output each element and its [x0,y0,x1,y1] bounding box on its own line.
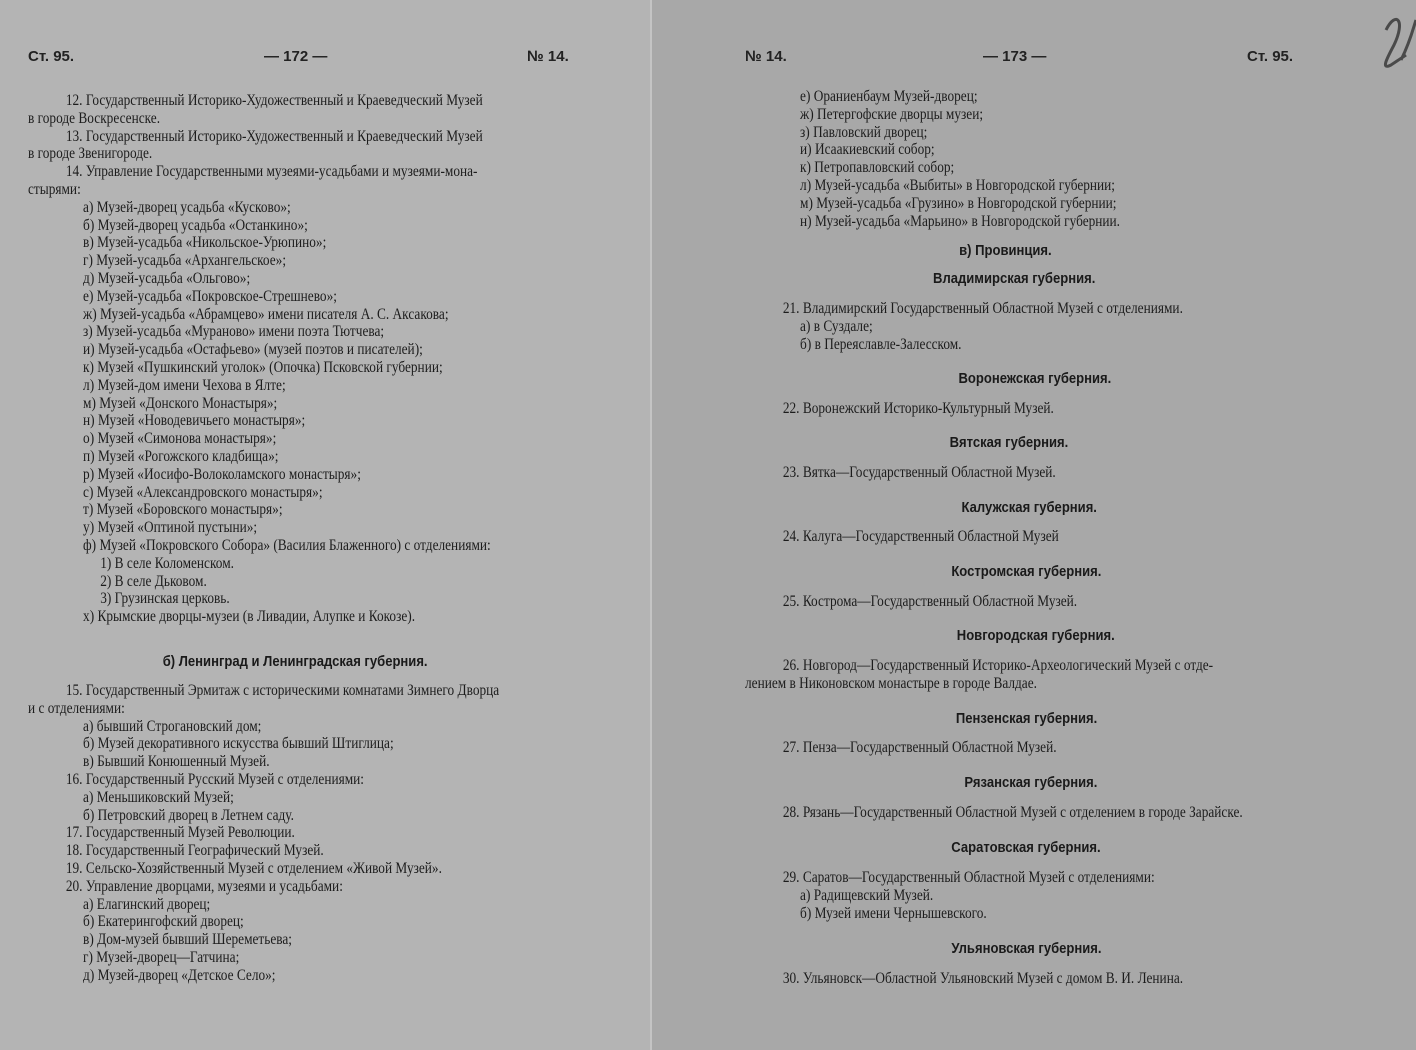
list-item: а) Радищевский Музей. [800,886,934,904]
list-item: г) Музей-дворец—Гатчина; [83,948,240,966]
list-item: р) Музей «Иосифо-Волоколамского монастыря»; [83,465,361,483]
province-entries [745,739,1057,757]
text-line: в городе Воскресенске. [28,109,161,127]
section-heading-province: в) Провинция. [959,243,1052,259]
text-line: 19. Сельско-Хозяйственный Музей с отделением «Живой Музей». [65,859,442,877]
list-item: д) Музей-усадьба «Ольгово»; [83,269,251,287]
list-item: б) Музей имени Чернышевского. [800,904,987,922]
list-item: в) Дом-музей бывший Шереметьева; [83,931,292,949]
list-item: б) Музей-дворец усадьба «Останкино»; [83,216,308,234]
text-line: 29. Саратов—Государственный Областной Музей с отделениями: [782,869,1155,886]
list-item: б) Музей декоративного искусства бывший Штиглица; [83,735,394,753]
province-heading: Рязанская губерния. [964,775,1098,791]
text-line: 27. Пенза—Государственный Областной Музей. [782,739,1057,756]
list-item: и) Исаакиевский собор; [800,141,935,159]
list-item: ж) Петергофские дворцы музеи; [800,105,984,123]
province-entries [745,804,1243,822]
list-item: в) Бывший Конюшенный Музей. [83,753,270,771]
list-item: а) Елагинский дворец; [83,895,211,913]
text-line: 24. Калуга—Государственный Областной Музей [782,528,1059,545]
text-line: стырями: [28,180,81,198]
list-item: н) Музей-усадьба «Марьино» в Новгородской губернии. [800,212,1121,230]
province-entries [745,657,1213,693]
text-line: 23. Вятка—Государственный Областной Музей. [782,464,1056,481]
text-line: лением в Никоновском монастыре в городе Валдае. [745,674,1037,692]
province-entries [745,593,1077,611]
sub-list-item: 1) В селе Коломенском. [100,554,234,572]
sub-list-item: 3) Грузинская церковь. [100,590,230,608]
province-heading: Ульяновская губерния. [951,941,1102,957]
list-item: з) Павловский дворец; [800,123,928,141]
text-line: 25. Кострома—Государственный Областной Музей. [782,593,1078,610]
right-header-column: Ст. 95. [1247,48,1294,65]
text-line: в городе Звенигороде. [28,145,153,163]
list-item: в) Музей-усадьба «Никольское-Урюпино»; [83,234,327,252]
text-line: 15. Государственный Эрмитаж с историческими комнатами Зимнего Дворца [65,682,500,699]
list-item: ф) Музей «Покровского Собора» (Василия Блаженного) с отделениями: [83,536,491,554]
province-entries [745,300,1183,353]
sub-list-item: 2) В селе Дьковом. [100,572,207,590]
list-item: е) Ораниенбаум Музей-дворец; [800,88,978,105]
province-entries [745,464,1056,482]
list-item: г) Музей-усадьба «Архангельское»; [83,252,287,270]
section-heading-leningrad: б) Ленинград и Ленинградская губерния. [162,654,428,670]
list-item: у) Музей «Оптиной пустыни»; [83,519,258,537]
left-page [0,0,652,1050]
text-line: 14. Управление Государственными музеями-усадьбами и музеями-мона- [65,163,478,181]
text-line: 16. Государственный Русский Музей с отделениями: [65,770,365,788]
list-item: л) Музей-усадьба «Выбиты» в Новгородской губернии; [800,176,1116,194]
list-item: а) бывший Строгановский дом; [83,717,262,735]
right-header-page-number: — 173 — [983,48,1047,65]
province-entries [745,400,1054,418]
province-entries [745,970,1183,988]
list-item: б) в Переяславле-Залесском. [800,335,962,353]
list-item: п) Музей «Рогожского кладбища»; [83,447,279,465]
list-item: б) Екатерингофский дворец; [83,913,244,931]
list-item: м) Музей-усадьба «Грузино» в Новгородской губернии; [800,194,1117,212]
text-line: и с отделениями: [28,699,125,717]
list-item: л) Музей-дом имени Чехова в Ялте; [83,376,286,394]
list-item: ж) Музей-усадьба «Абрамцево» имени писателя А. С. Аксакова; [83,305,449,323]
left-header-page-number: — 172 — [264,48,328,65]
list-item: к) Петропавловский собор; [800,159,955,177]
text-line: 21. Владимирский Государственный Областной Музей с отделениями. [782,300,1183,317]
list-item: а) Музей-дворец усадьба «Кусково»; [83,198,291,216]
list-item: о) Музей «Симонова монастыря»; [83,430,277,448]
province-heading: Владимирская губерния. [933,271,1096,287]
list-item: д) Музей-дворец «Детское Село»; [83,966,276,984]
province-heading: Пензенская губерния. [955,711,1098,727]
list-item: б) Петровский дворец в Летнем саду. [83,806,294,824]
left-text-block-1 [28,92,578,626]
list-item: к) Музей «Пушкинский уголок» (Опочка) Псковской губернии; [83,358,443,376]
province-entries [745,528,1059,546]
list-item: х) Крымские дворцы-музеи (в Ливадии, Алупке и Кокозе). [83,608,416,626]
province-heading: Саратовская губерния. [951,840,1101,856]
list-item: е) Музей-усадьба «Покровское-Стрешнево»; [83,287,337,305]
list-item: т) Музей «Боровского монастыря»; [83,501,283,519]
list-item: а) в Суздале; [800,317,873,335]
province-heading: Новгородская губерния. [956,628,1115,644]
right-text-block-1 [745,88,1295,230]
text-line: 28. Рязань—Государственный Областной Музей с отделением в городе Зарайске. [782,804,1243,821]
right-header-issue: № 14. [745,48,787,65]
text-line: 26. Новгород—Государственный Историко-Археологический Музей с отде- [782,657,1214,674]
list-item: з) Музей-усадьба «Мураново» имени поэта Тютчева; [83,323,385,341]
province-entries [745,869,1155,922]
list-item: а) Меньшиковский Музей; [83,788,234,806]
text-line: 17. Государственный Музей Революции. [65,824,295,842]
text-line: 18. Государственный Географический Музей. [65,842,324,860]
province-heading: Костромская губерния. [951,564,1102,580]
list-item: м) Музей «Донского Монастыря»; [83,394,278,412]
list-item: с) Музей «Александровского монастыря»; [83,483,323,501]
list-item: н) Музей «Новодевичьего монастыря»; [83,412,306,430]
left-header-column: Ст. 95. [28,48,75,65]
list-item: и) Музей-усадьба «Остафьево» (музей поэтов и писателей); [83,341,423,359]
left-header-issue: № 14. [527,48,569,65]
province-heading: Вятская губерния. [949,435,1069,451]
province-heading: Калужская губерния. [961,500,1097,516]
handwritten-mark-icon [1376,10,1416,80]
text-line: 12. Государственный Историко-Художественный и Краеведческий Музей [65,92,483,109]
province-heading: Воронежская губерния. [958,371,1112,387]
right-page [652,0,1416,1050]
text-line: 30. Ульяновск—Областной Ульяновский Музей с домом В. И. Ленина. [782,970,1184,987]
text-line: 22. Воронежский Историко-Культурный Музей. [782,400,1054,417]
left-text-block-2 [28,682,578,985]
text-line: 13. Государственный Историко-Художественный и Краеведческий Музей [65,127,483,145]
text-line: 20. Управление дворцами, музеями и усадьбами: [65,877,343,895]
